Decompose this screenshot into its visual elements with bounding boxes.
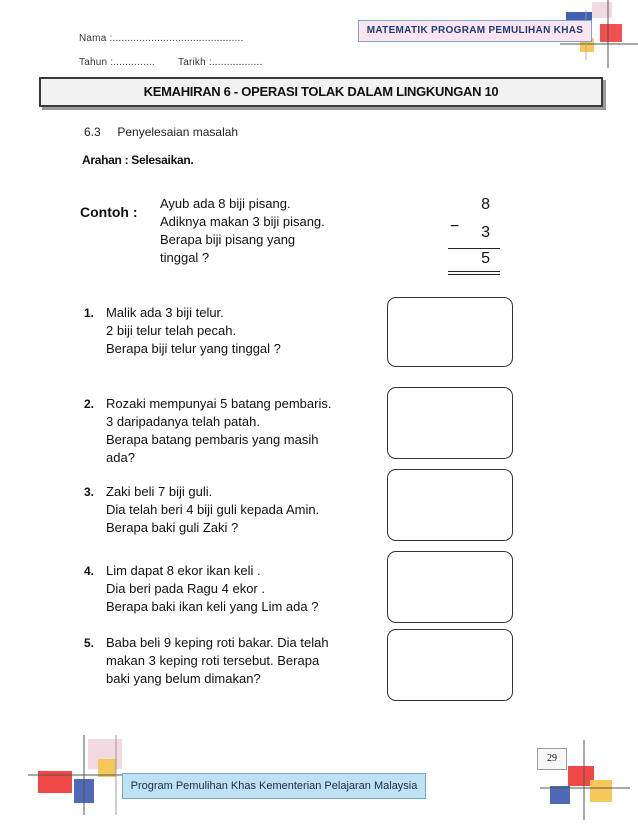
question-number-3: 3. bbox=[84, 485, 95, 499]
section-heading: 6.3 Penyelesaian masalah bbox=[84, 125, 239, 139]
question-2-text: Rozaki mempunyai 5 batang pembaris. 3 daripadanya telah patah. Berapa batang pembaris yang masih ada? bbox=[106, 396, 332, 465]
question-1-text: Malik ada 3 biji telur. 2 biji telur telah pecah. Berapa biji telur yang tinggal ? bbox=[106, 305, 281, 356]
footer-banner: Program Pemulihan Khas Kementerian Pelajaran Malaysia bbox=[122, 773, 426, 799]
example-text: Ayub ada 8 biji pisang. Adiknya makan 3 biji pisang. Berapa biji pisang yang tinggal ? bbox=[160, 196, 325, 265]
date-field-label: Tarikh :................. bbox=[178, 57, 263, 68]
instruction: Arahan : Selesaikan. bbox=[82, 153, 194, 167]
minuend: 8 bbox=[481, 196, 490, 213]
example-working bbox=[440, 194, 510, 274]
name-field-label: Nama :............................................ bbox=[79, 33, 244, 44]
question-4-text: Lim dapat 8 ekor ikan keli . Dia beri pada Ragu 4 ekor . Berapa baki ikan keli yang Lim ada ? bbox=[106, 563, 319, 614]
year-field-label: Tahun :.............. bbox=[79, 57, 155, 68]
result-line bbox=[448, 248, 500, 249]
question-number-4: 4. bbox=[84, 564, 95, 578]
page-title: KEMAHIRAN 6 - OPERASI TOLAK DALAM LINGKUNGAN 10 bbox=[39, 77, 603, 107]
question-number-2: 2. bbox=[84, 397, 95, 411]
page-number: 29 bbox=[537, 748, 567, 770]
answer-box-2[interactable] bbox=[387, 387, 513, 459]
program-badge: MATEMATIK PROGRAM PEMULIHAN KHAS bbox=[358, 20, 592, 42]
answer-box-3[interactable] bbox=[387, 469, 513, 541]
subtrahend: 3 bbox=[481, 224, 490, 241]
answer-box-1[interactable] bbox=[387, 297, 513, 367]
double-underline-1 bbox=[448, 271, 500, 272]
difference: 5 bbox=[481, 250, 490, 267]
question-number-5: 5. bbox=[84, 636, 95, 650]
example-label: Contoh : bbox=[80, 204, 138, 220]
question-5-text: Baba beli 9 keping roti bakar. Dia telah makan 3 keping roti tersebut. Berapa baki yang belum dimakan? bbox=[106, 635, 329, 686]
answer-box-4[interactable] bbox=[387, 551, 513, 623]
question-number-1: 1. bbox=[84, 306, 95, 320]
minus-sign: − bbox=[450, 218, 460, 235]
double-underline-2 bbox=[448, 274, 500, 275]
answer-box-5[interactable] bbox=[387, 629, 513, 701]
question-3-text: Zaki beli 7 biji guli. Dia telah beri 4 biji guli kepada Amin. Berapa baki guli Zaki ? bbox=[106, 484, 320, 535]
